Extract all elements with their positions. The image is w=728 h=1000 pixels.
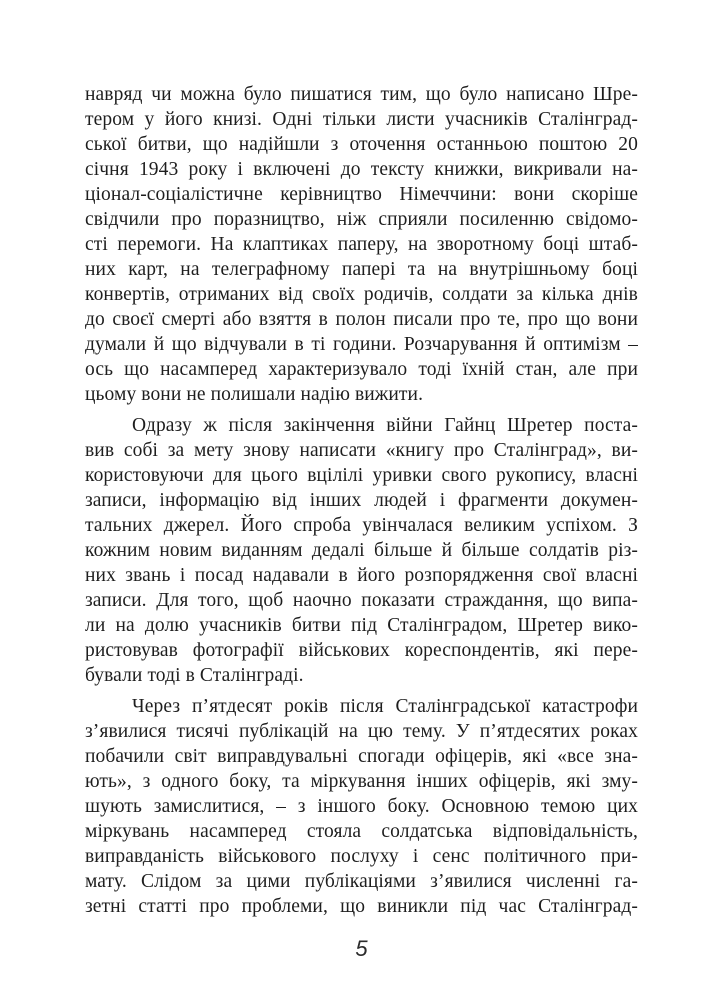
page-number: 5 — [355, 936, 368, 961]
paragraph — [85, 82, 638, 407]
text-line: ристовував фотографії військових кореспондентів, які пере- — [85, 640, 638, 661]
text-line: вив собі за мету знову написати «книгу про Сталінград», ви- — [85, 440, 638, 461]
text-line: шують замислитися, – з іншого боку. Основною темою цих — [85, 796, 638, 817]
text-line: міркувань насамперед стояла солдатська відповідальність, — [85, 821, 638, 842]
paragraph — [85, 694, 638, 919]
text-line: сті перемоги. На клаптиках паперу, на зворотному боці штаб- — [85, 234, 638, 255]
text-line: Через п’ятдесят років після Сталінградської катастрофи — [132, 696, 638, 717]
text-line: ють», з одного боку, та міркування інших офіцерів, які зму- — [85, 771, 638, 792]
paragraph — [85, 413, 638, 688]
page-text — [85, 82, 638, 919]
text-line: побачили світ виправдувальні спогади офіцерів, які «все зна- — [85, 746, 638, 767]
text-line: думали й що відчували в ті години. Розчарування й оптимізм – — [85, 334, 638, 355]
text-line: навряд чи можна було пишатися тим, що було написано Шре- — [85, 84, 638, 105]
text-line: записи. Для того, щоб наочно показати страждання, що випа- — [85, 590, 638, 611]
text-line: записи, інформацію від інших людей і фрагменти докумен- — [85, 490, 638, 511]
text-line: тальних джерел. Його спроба увінчалася великим успіхом. З — [85, 515, 638, 536]
text-line: ось що насамперед характеризувало тоді їхній стан, але при — [85, 359, 638, 380]
text-line: цьому вони не полишали надію вижити. — [85, 384, 424, 405]
text-line: ціонал-соціалістичне керівництво Німеччини: вони скоріше — [85, 184, 638, 205]
text-line: свідчили про поразництво, ніж сприяли посиленню свідомо- — [85, 209, 638, 230]
text-line: конвертів, отриманих від своїх родичів, солдати за кілька днів — [85, 284, 638, 305]
text-line: тером у його книзі. Одні тільки листи учасників Сталінград- — [85, 109, 638, 130]
text-line: виправданість військового послуху і сенс політичного при- — [85, 846, 638, 867]
text-line: до своєї смерті або взяття в полон писали про те, про що вони — [85, 309, 638, 330]
text-line: зетні статті про проблеми, що виникли під час Сталінград- — [85, 896, 638, 917]
text-line: користовуючи для цього вцілілі уривки свого рукопису, власні — [85, 465, 638, 486]
text-line: мату. Слідом за цими публікаціями з’явилися численні га- — [85, 871, 638, 892]
text-line: них звань і посад надавали в його розпорядження свої власні — [85, 565, 638, 586]
text-line: січня 1943 року і включені до тексту книжки, викривали на- — [85, 159, 638, 180]
text-line: бували тоді в Сталінграді. — [85, 665, 304, 686]
text-line: ської битви, що надійшли з оточення останньою поштою 20 — [85, 134, 638, 155]
text-line: них карт, на телеграфному папері та на внутрішньому боці — [85, 259, 638, 280]
text-line: кожним новим виданням дедалі більше й більше солдатів різ- — [85, 540, 638, 561]
text-line: Одразу ж після закінчення війни Гайнц Шретер поста- — [132, 415, 638, 436]
text-line: з’явилися тисячі публікацій на цю тему. У п’ятдесятих роках — [85, 721, 638, 742]
text-line: ли на долю учасників битви під Сталінградом, Шретер вико- — [85, 615, 638, 636]
